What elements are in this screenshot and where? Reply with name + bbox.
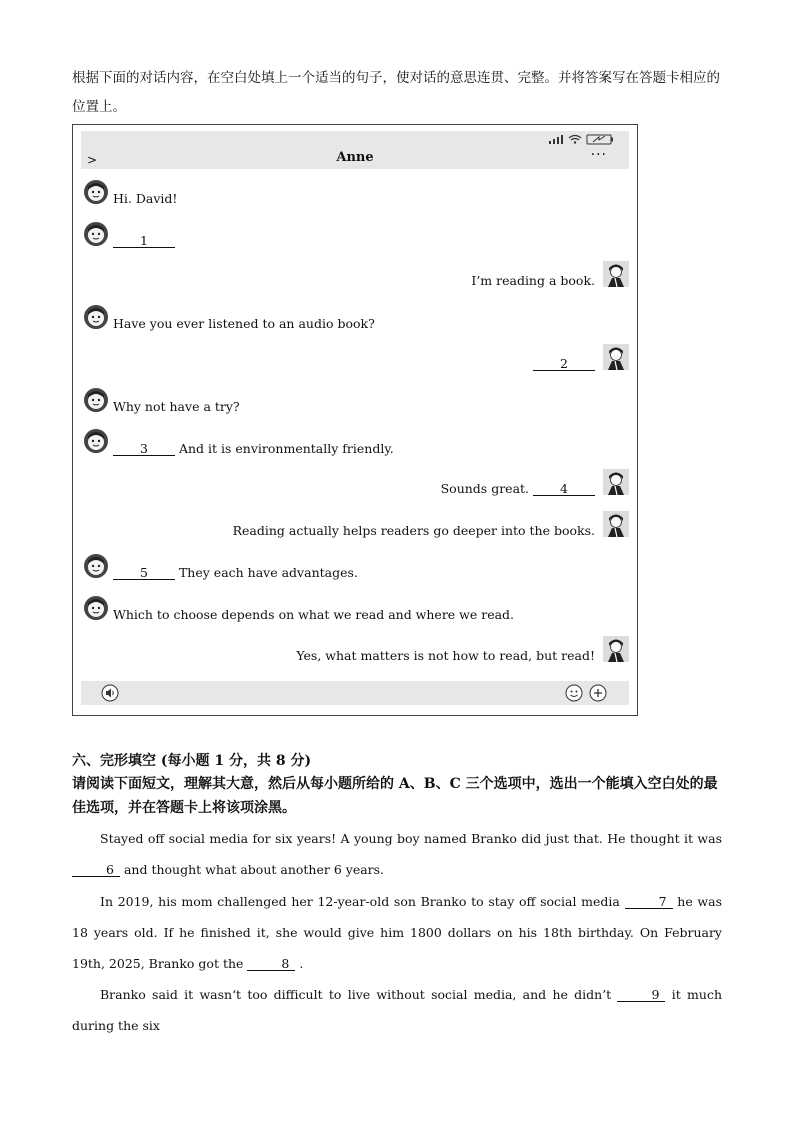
answer-blank: 1: [113, 234, 175, 248]
emoji-icon[interactable]: [565, 684, 583, 702]
answer-blank: 5: [113, 566, 175, 580]
answer-blank: 4: [533, 482, 595, 496]
chat-title: Anne: [336, 150, 374, 165]
chat-message: 3 And it is environmentally friendly.: [113, 441, 394, 456]
voice-icon[interactable]: [101, 684, 119, 702]
section-title: 六、完形填空 (每小题 1 分，共 8 分): [72, 753, 312, 769]
signal-wifi-battery-icon: [547, 133, 621, 145]
anne-avatar: [83, 179, 109, 205]
anne-avatar: [83, 553, 109, 579]
chat-message: Why not have a try?: [113, 399, 240, 414]
anne-avatar: [83, 428, 109, 454]
answer-blank: 7: [625, 895, 673, 909]
chat-message: [113, 233, 175, 248]
status-icons: [547, 133, 621, 148]
answer-blank: 3: [113, 442, 175, 456]
chat-message: Hi. David!: [113, 191, 178, 206]
answer-blank: 2: [533, 357, 595, 371]
more-icon[interactable]: ···: [590, 147, 607, 163]
back-icon[interactable]: >: [87, 153, 98, 167]
anne-avatar: [83, 304, 109, 330]
chat-message: Sounds great. 4: [441, 481, 595, 496]
chat-message: Reading actually helps readers go deeper into the books.: [232, 523, 595, 538]
chat-message: Yes, what matters is not how to read, but read!: [296, 648, 595, 663]
plus-icon[interactable]: [589, 684, 607, 702]
anne-avatar: [83, 387, 109, 413]
answer-blank: 6: [72, 863, 120, 877]
answer-blank: 8: [247, 957, 295, 971]
section-instructions: 请阅读下面短文，理解其大意，然后从每小题所给的 A、B、C 三个选项中，选出一个能填入空白处的最佳选项，并在答题卡上将该项涂黑。: [72, 776, 718, 816]
david-avatar: [603, 344, 629, 370]
anne-avatar: [83, 221, 109, 247]
david-avatar: [603, 469, 629, 495]
chat-header: [81, 131, 629, 169]
answer-blank: 9: [617, 988, 665, 1002]
chat-message: I’m reading a book.: [471, 273, 595, 288]
david-avatar: [603, 636, 629, 662]
chat-message: [533, 356, 595, 371]
intro-instructions: 根据下面的对话内容，在空白处填上一个适当的句子，使对话的意思连贯、完整。并将答案写在答题卡相应的位置上。: [72, 70, 720, 115]
chat-screenshot: [72, 124, 638, 716]
chat-message: Which to choose depends on what we read and where we read.: [113, 607, 515, 622]
chat-input-bar: [81, 681, 629, 705]
passage-paragraph: Stayed off social media for six years! A young boy named Branko did just that. He thought it was 6 and thought what about another 6 years.: [72, 823, 722, 885]
david-avatar: [603, 511, 629, 537]
passage-paragraph: In 2019, his mom challenged her 12-year-old son Branko to stay off social media 7 he was 18 years old. If he finished it, she would give him 1800 dollars on his 18th birthday. On February 19th, 2025, Branko got the 8 .: [72, 894, 722, 971]
chat-message: 5 They each have advantages.: [113, 565, 358, 580]
passage-paragraph: Branko said it wasn‘t too difficult to live without social media, and he didn’t 9 it much during the six: [72, 987, 722, 1033]
david-avatar: [603, 261, 629, 287]
anne-avatar: [83, 595, 109, 621]
chat-message: Have you ever listened to an audio book?: [113, 316, 375, 331]
